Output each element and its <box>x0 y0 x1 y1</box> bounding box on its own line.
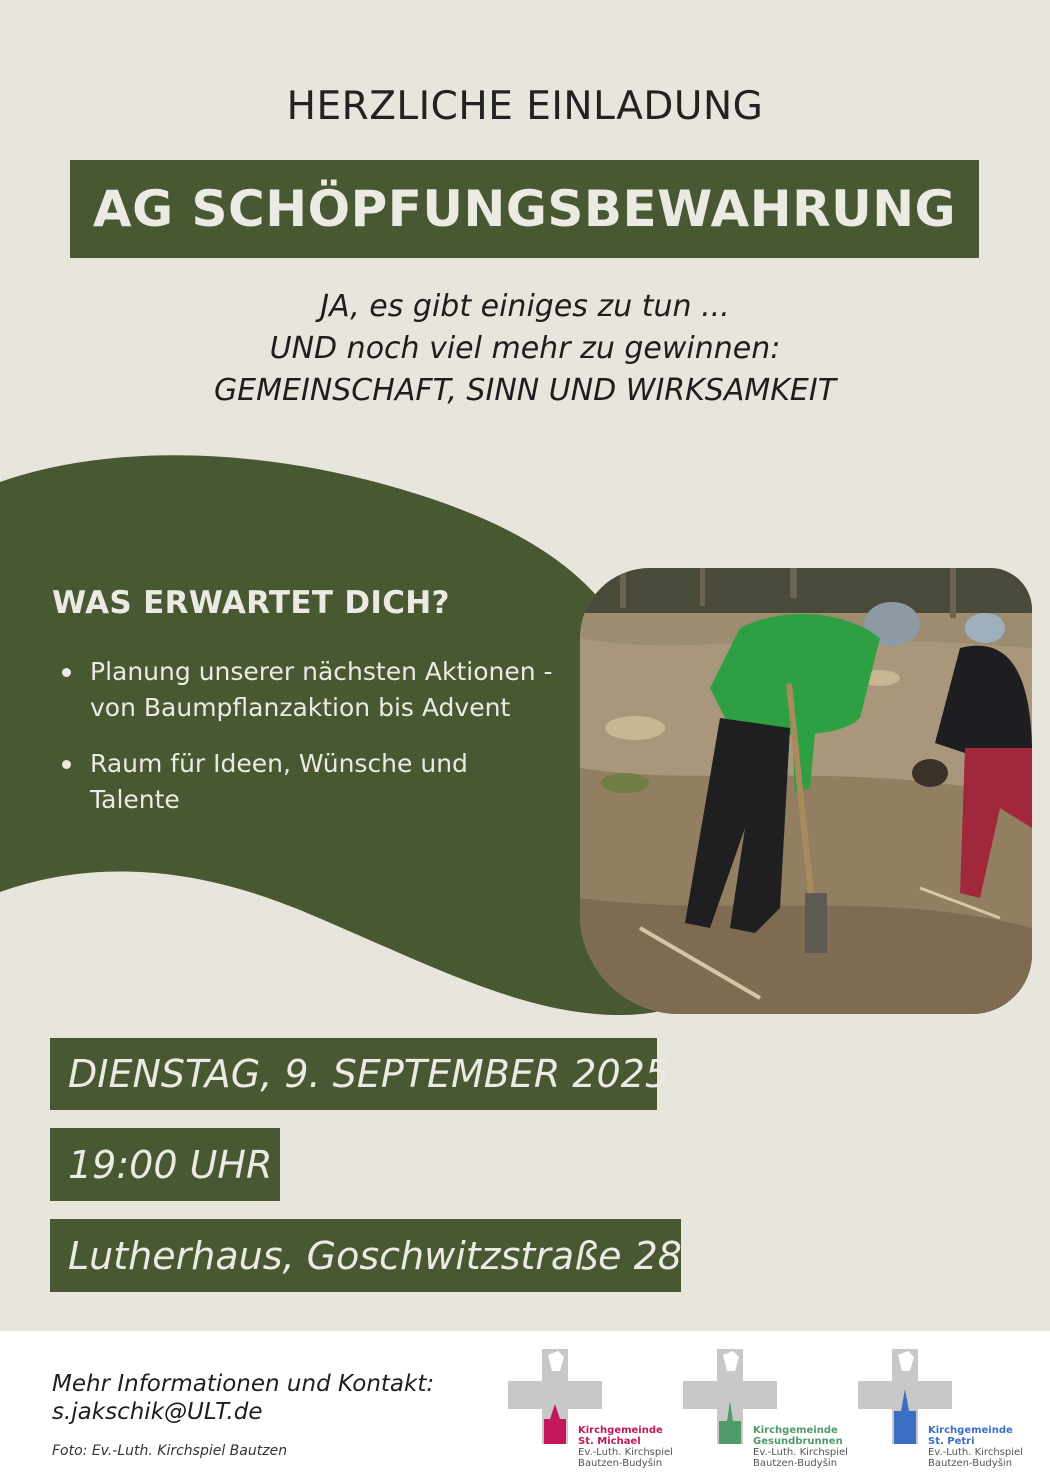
contact-label: Mehr Informationen und Kontakt: <box>52 1371 435 1397</box>
logo-st-petri <box>858 1349 1023 1474</box>
bullet-icon <box>62 668 71 677</box>
logo-line: Kirchgemeinde <box>578 1425 663 1436</box>
logo-line: St. Petri <box>928 1436 975 1447</box>
bullet-icon <box>62 760 71 769</box>
list-item <box>58 746 598 818</box>
logo-text <box>928 1425 1023 1469</box>
list-item-line: Planung unserer nächsten Aktionen - <box>90 657 553 686</box>
logo-line: Bautzen-Budyšin <box>928 1458 1013 1469</box>
tagline <box>0 286 1050 412</box>
tagline-line: GEMEINSCHAFT, SINN UND WIRKSAMKEIT <box>213 373 837 408</box>
logo-line: St. Michael <box>578 1436 641 1447</box>
logo-line: Ev.-Luth. Kirchspiel <box>928 1447 1023 1458</box>
logo-line: Gesundbrunnen <box>753 1436 843 1447</box>
logo-line: Kirchgemeinde <box>928 1425 1013 1436</box>
tagline-line: JA, es gibt einiges zu tun ... <box>320 289 730 324</box>
logo-line: Kirchgemeinde <box>753 1425 838 1436</box>
kicker-text: HERZLICHE EINLADUNG <box>286 84 764 129</box>
logo-text <box>753 1425 848 1469</box>
logo-text <box>578 1425 673 1469</box>
section-heading: WAS ERWARTET DICH? <box>52 585 450 621</box>
list-item-line: Raum für Ideen, Wünsche und <box>90 749 468 778</box>
logo-gesundbrunnen <box>683 1349 848 1474</box>
tree-planting-photo <box>580 568 1032 1014</box>
photo-credit: Foto: Ev.-Luth. Kirchspiel Bautzen <box>52 1443 288 1459</box>
logo-st-michael <box>508 1349 673 1474</box>
list-item-line: von Baumpflanzaktion bis Advent <box>90 693 511 722</box>
logo-line: Ev.-Luth. Kirchspiel <box>578 1447 673 1458</box>
event-place: Lutherhaus, Goschwitzstraße 28 <box>50 1219 681 1292</box>
page-title: AG SCHÖPFUNGSBEWAHRUNG <box>92 180 957 238</box>
contact-email-link[interactable]: s.jakschik@ULT.de <box>52 1399 263 1425</box>
expect-list <box>58 654 598 838</box>
logo-line: Bautzen-Budyšin <box>578 1458 663 1469</box>
tagline-line: UND noch viel mehr zu gewinnen: <box>269 331 781 366</box>
event-time: 19:00 UHR <box>50 1128 280 1201</box>
logo-line: Bautzen-Budyšin <box>753 1458 838 1469</box>
title-banner <box>70 160 979 258</box>
event-date: DIENSTAG, 9. SEPTEMBER 2025 <box>50 1038 657 1110</box>
footer <box>0 1331 1050 1484</box>
list-item <box>58 654 598 726</box>
logo-line: Ev.-Luth. Kirchspiel <box>753 1447 848 1458</box>
list-item-line: Talente <box>90 785 180 814</box>
